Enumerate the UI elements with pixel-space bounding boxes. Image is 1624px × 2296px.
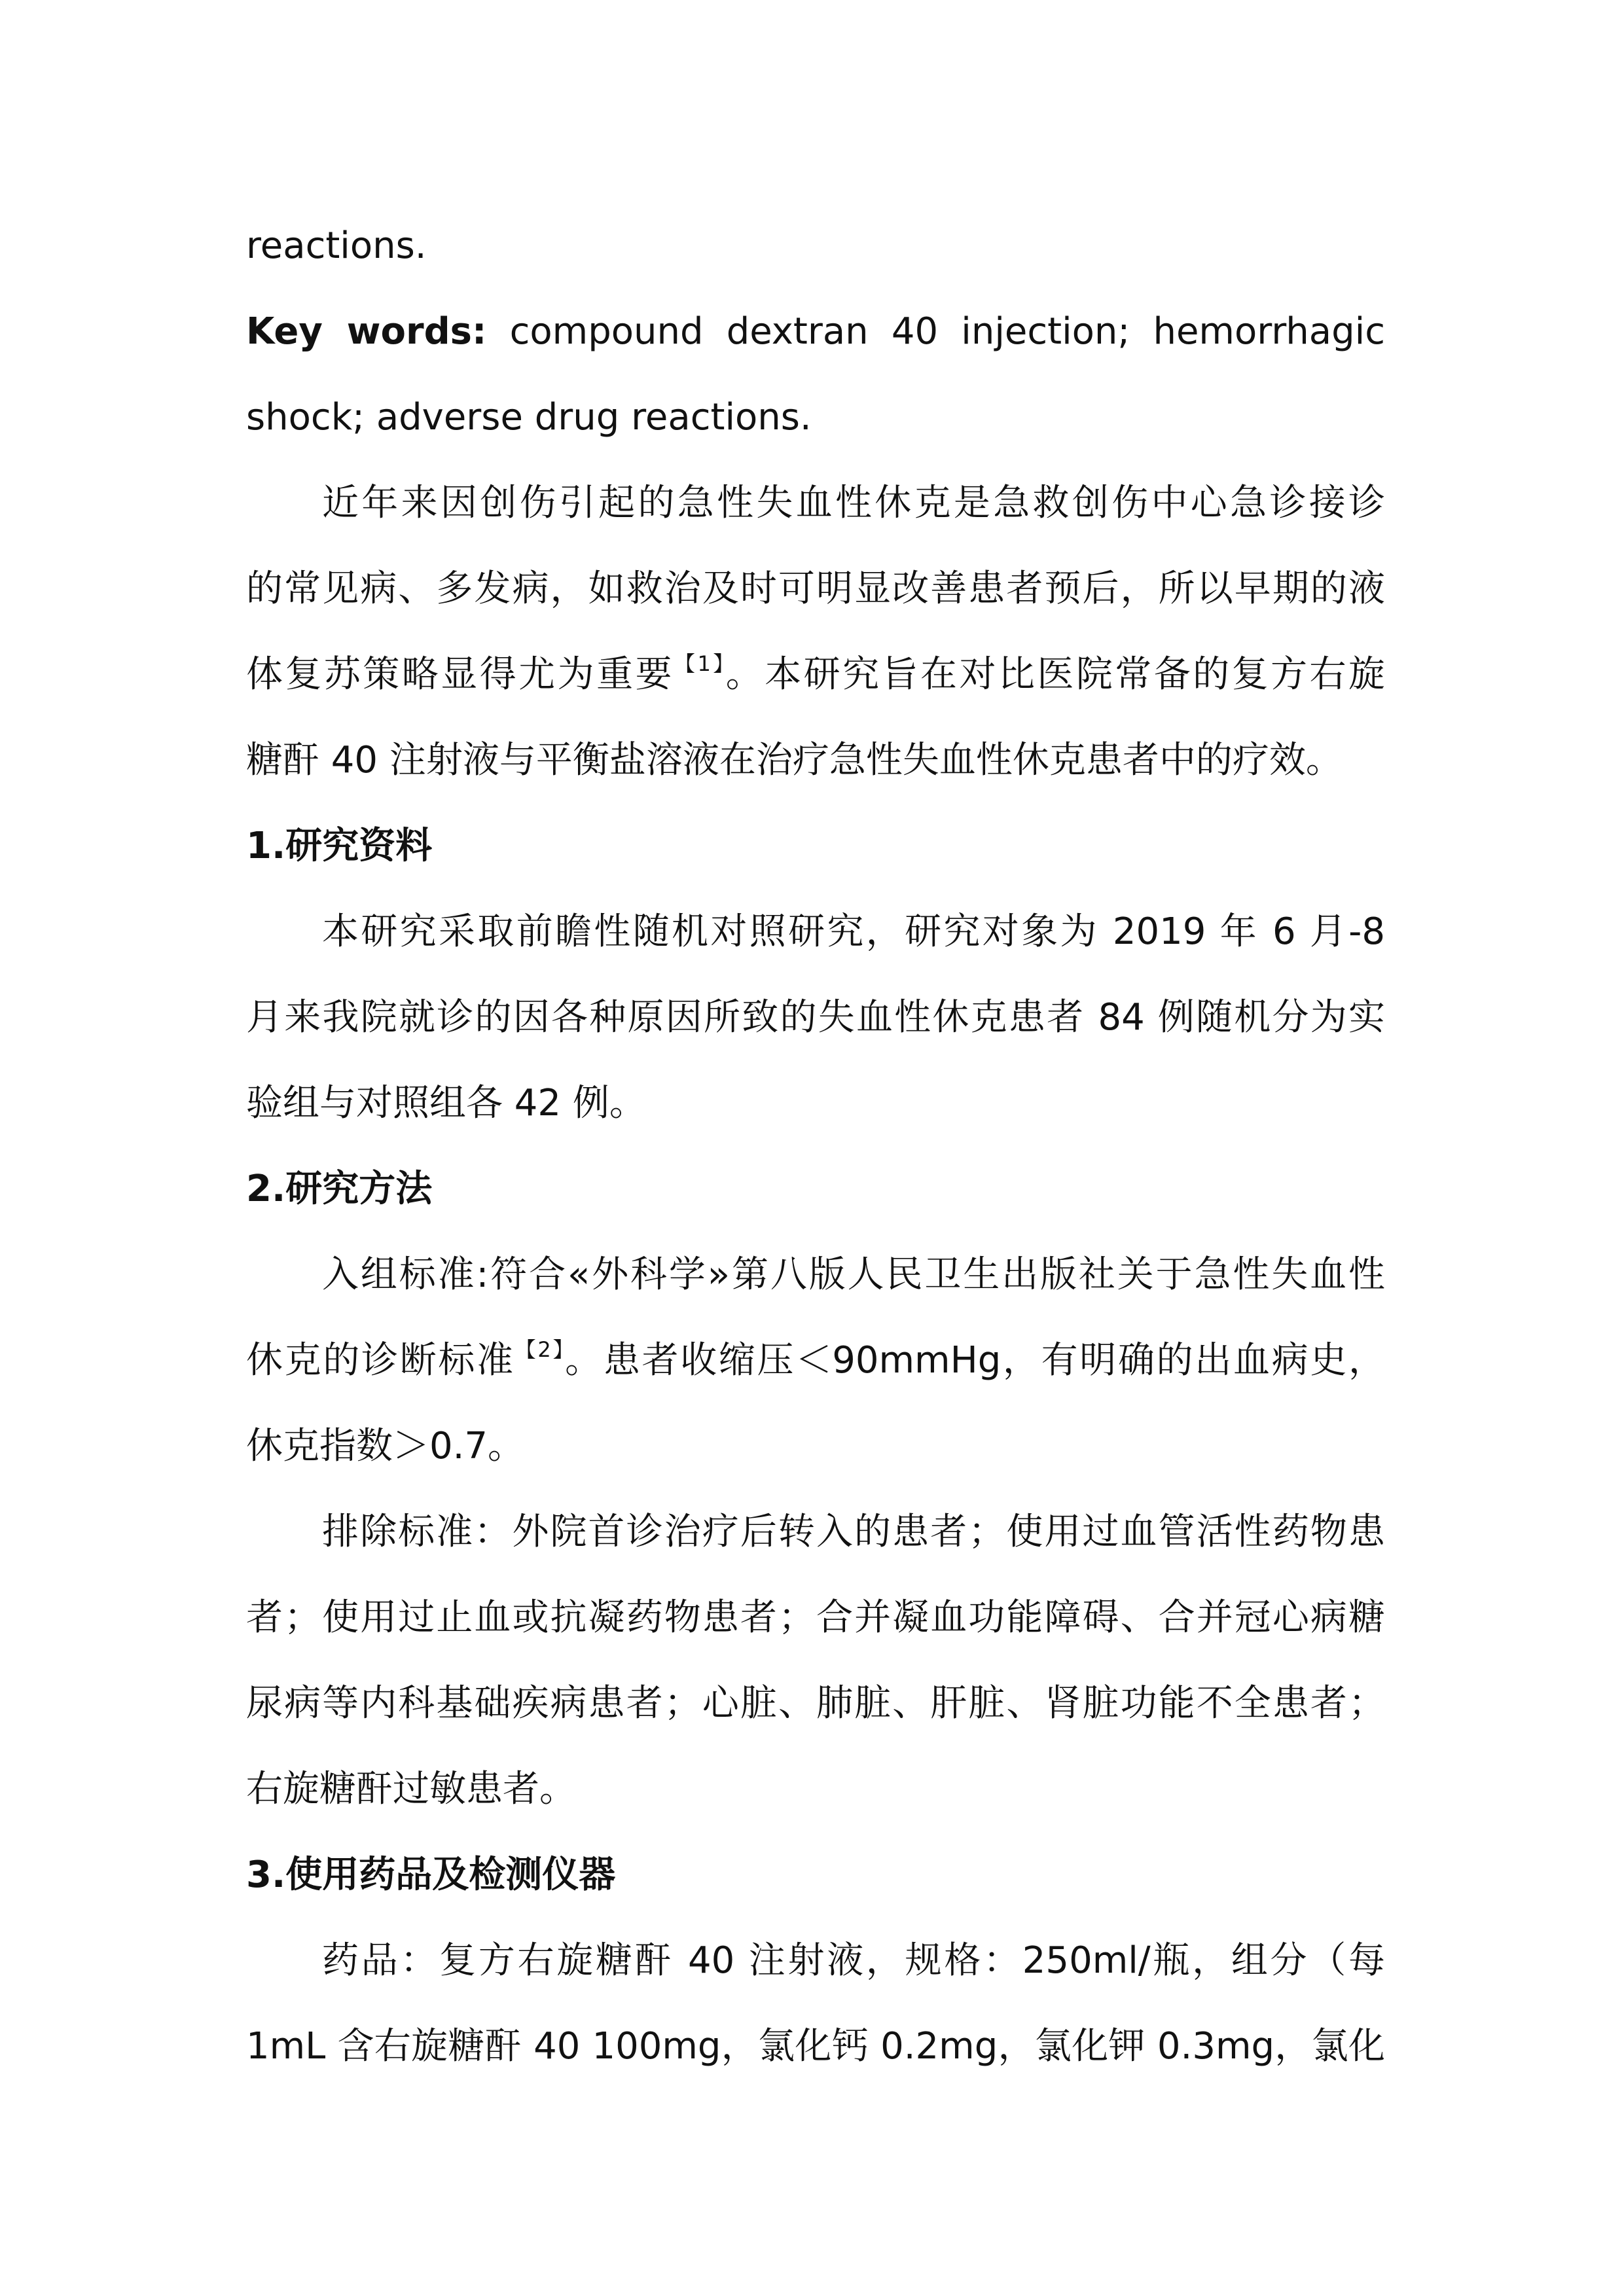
intro-line-3 xyxy=(246,632,1385,717)
inclusion-criteria-line-1: 入组标准:符合«外科学»第八版人民卫生出版社关于急性失血性 xyxy=(322,1253,1385,1296)
inclusion-criteria-line-3: 休克指数＞0.7。 xyxy=(246,1425,525,1467)
section-1-line-3: 验组与对照组各 42 例。 xyxy=(246,1082,646,1124)
section-1-line-2: 月来我院就诊的因各种原因所致的失血性休克患者 84 例随机分为实 xyxy=(246,996,1385,1039)
keywords-label: Key words: xyxy=(246,310,487,353)
section-1-line-1: 本研究采取前瞻性随机对照研究，研究对象为 2019 年 6 月-8 xyxy=(322,910,1385,953)
exclusion-criteria-line-1: 排除标准：外院首诊治疗后转入的患者；使用过血管活性药物患 xyxy=(322,1511,1385,1553)
intro-line-2: 的常见病、多发病，如救治及时可明显改善患者预后，所以早期的液 xyxy=(246,567,1385,610)
inclusion-criteria-line-2-tail: 。患者收缩压＜90mmHg，有明确的出血病史， xyxy=(565,1339,1385,1382)
intro-line-3-tail: 。本研究旨在对比医院常备的复方右旋 xyxy=(725,653,1385,696)
exclusion-criteria-line-2: 者；使用过止血或抗凝药物患者；合并凝血功能障碍、合并冠心病糖 xyxy=(246,1596,1385,1639)
section-2-heading: 2.研究方法 xyxy=(246,1168,433,1210)
citation-ref-2: 【2】 xyxy=(514,1337,566,1362)
document-page xyxy=(246,203,1385,2089)
inclusion-criteria-line-2 xyxy=(246,1318,1385,1403)
section-3-heading: 3.使用药品及检测仪器 xyxy=(246,1854,616,1896)
keywords-line-2: shock; adverse drug reactions. xyxy=(246,396,812,439)
exclusion-criteria-line-3: 尿病等内科基础疾病患者；心脏、肺脏、肝脏、肾脏功能不全患者； xyxy=(246,1682,1385,1725)
abstract-reactions-tail: reactions. xyxy=(246,224,427,267)
keywords-text-1: compound dextran 40 injection; hemorrhagic xyxy=(509,310,1385,353)
intro-line-3-text: 体复苏策略显得尤为重要 xyxy=(246,653,674,696)
section-3-line-2: 1mL 含右旋糖酐 40 100mg，氯化钙 0.2mg，氯化钾 0.3mg，氯化 xyxy=(246,2025,1385,2068)
inclusion-criteria-line-2-text: 休克的诊断标准 xyxy=(246,1339,515,1382)
exclusion-criteria-line-4: 右旋糖酐过敏患者。 xyxy=(246,1768,576,1810)
section-3-line-1: 药品：复方右旋糖酐 40 注射液，规格：250ml/瓶，组分（每 xyxy=(322,1939,1385,1982)
intro-line-1: 近年来因创伤引起的急性失血性休克是急救创伤中心急诊接诊 xyxy=(322,482,1385,524)
citation-ref-1: 【1】 xyxy=(674,651,726,676)
keywords-line-1 xyxy=(246,289,1385,374)
section-1-heading: 1.研究资料 xyxy=(246,825,433,867)
intro-line-4: 糖酐 40 注射液与平衡盐溶液在治疗急性失血性休克患者中的疗效。 xyxy=(246,739,1343,781)
